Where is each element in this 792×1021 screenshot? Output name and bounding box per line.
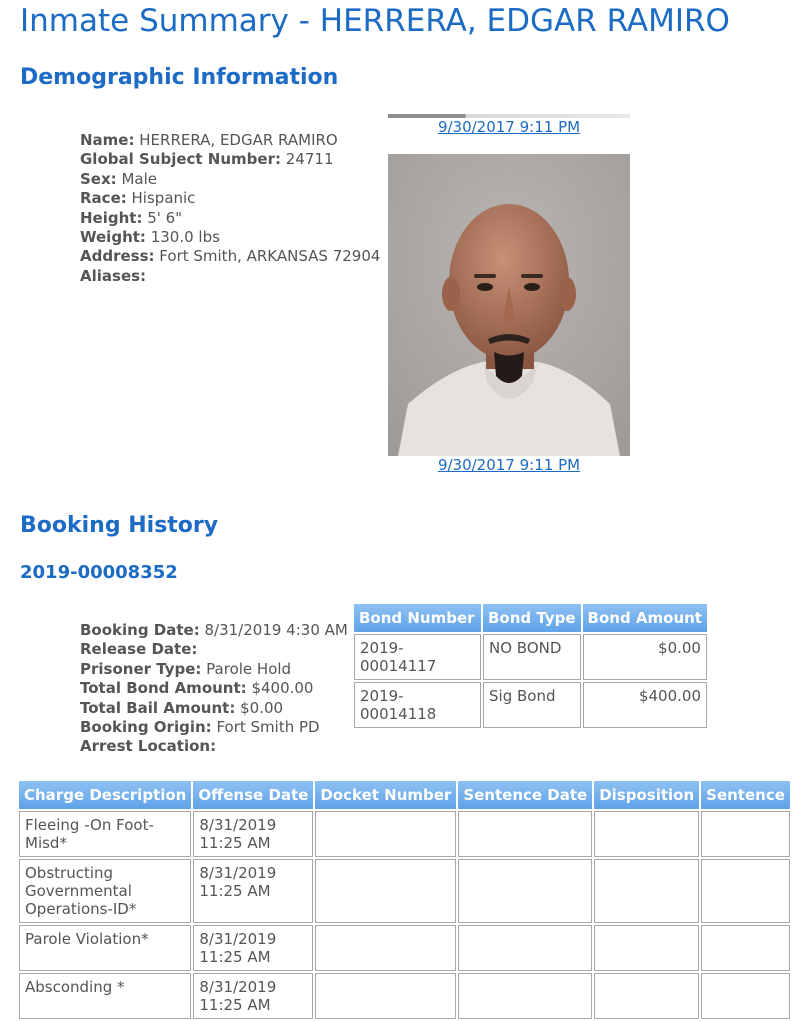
page-title: Inmate Summary - HERRERA, EDGAR RAMIRO xyxy=(20,3,730,39)
total-bond-row: Total Bond Amount: $400.00 xyxy=(80,679,314,698)
bond-type-cell: Sig Bond xyxy=(483,682,581,728)
booking-origin-row: Booking Origin: Fort Smith PD xyxy=(80,718,320,737)
arrest-location-row: Arrest Location: xyxy=(80,737,217,756)
disposition-cell xyxy=(594,811,699,857)
sentence-date-cell xyxy=(458,973,592,1019)
charge-description-header[interactable]: Charge Description xyxy=(19,781,191,809)
sentence-cell xyxy=(701,925,790,971)
total-bail-value: $0.00 xyxy=(240,698,284,717)
sex-row: Sex: Male xyxy=(80,169,157,188)
weight-value: 130.0 lbs xyxy=(150,228,220,247)
prisoner-type-value: Parole Hold xyxy=(206,659,292,678)
booking-origin-value: Fort Smith PD xyxy=(216,718,320,737)
address-row: Address: Fort Smith, ARKANSAS 72904 xyxy=(80,247,381,266)
sentence-cell xyxy=(701,973,790,1019)
total-bond-value: $400.00 xyxy=(251,679,314,698)
table-row xyxy=(354,634,707,680)
docket-number-cell xyxy=(315,859,456,923)
charge-description-cell: Fleeing -On Foot-Misd* xyxy=(19,811,191,857)
table-row xyxy=(19,859,790,923)
demographic-info xyxy=(80,131,380,286)
bond-type-header[interactable]: Bond Type xyxy=(483,604,581,632)
total-bail-row: Total Bail Amount: $0.00 xyxy=(80,698,284,717)
booking-number-link[interactable]: 2019-00008352 xyxy=(20,562,178,583)
offense-date-cell: 8/31/2019 11:25 AM xyxy=(193,973,313,1019)
bond-table xyxy=(352,602,709,730)
table-row xyxy=(19,973,790,1019)
offense-date-cell: 8/31/2019 11:25 AM xyxy=(193,859,313,923)
release-date-row: Release Date: xyxy=(80,640,198,659)
subject-number-row: Global Subject Number: 24711 xyxy=(80,150,334,169)
bond-number-header[interactable]: Bond Number xyxy=(354,604,481,632)
disposition-cell xyxy=(594,973,699,1019)
docket-number-cell xyxy=(315,925,456,971)
disposition-cell xyxy=(594,859,699,923)
bond-table-header xyxy=(354,604,707,632)
docket-number-cell xyxy=(315,973,456,1019)
docket-number-header[interactable]: Docket Number xyxy=(315,781,456,809)
subject-number-value: 24711 xyxy=(285,150,334,169)
height-value: 5' 6" xyxy=(147,208,183,227)
sentence-header[interactable]: Sentence xyxy=(701,781,790,809)
disposition-cell xyxy=(594,925,699,971)
booking-info xyxy=(80,621,348,757)
sentence-date-cell xyxy=(458,811,592,857)
bond-amount-header[interactable]: Bond Amount xyxy=(583,604,707,632)
charge-table-header xyxy=(19,781,790,809)
booking-date-row: Booking Date: 8/31/2019 4:30 AM xyxy=(80,621,348,639)
photo-date-link-top[interactable]: 9/30/2017 9:11 PM xyxy=(437,118,581,136)
charge-description-cell: Parole Violation* xyxy=(19,925,191,971)
race-row: Race: Hispanic xyxy=(80,189,196,208)
booking-history-heading: Booking History xyxy=(20,513,219,538)
aliases-row: Aliases: xyxy=(80,266,147,285)
sentence-cell xyxy=(701,859,790,923)
docket-number-cell xyxy=(315,811,456,857)
offense-date-cell: 8/31/2019 11:25 AM xyxy=(193,811,313,857)
mugshot-photo[interactable] xyxy=(388,154,630,456)
photo-date-link[interactable]: 9/30/2017 9:11 PM xyxy=(437,456,581,474)
height-row: Height: 5' 6" xyxy=(80,208,183,227)
disposition-header[interactable]: Disposition xyxy=(594,781,699,809)
charge-description-cell: Absconding * xyxy=(19,973,191,1019)
bond-number-cell: 2019-00014117 xyxy=(354,634,481,680)
race-value: Hispanic xyxy=(131,189,196,208)
booking-date-value: 8/31/2019 4:30 AM xyxy=(204,621,348,639)
sentence-cell xyxy=(701,811,790,857)
sentence-date-cell xyxy=(458,859,592,923)
charge-table xyxy=(17,779,792,1021)
offense-date-cell: 8/31/2019 11:25 AM xyxy=(193,925,313,971)
sentence-date-cell xyxy=(458,925,592,971)
table-row xyxy=(354,682,707,728)
bond-number-cell: 2019-00014118 xyxy=(354,682,481,728)
table-row xyxy=(19,811,790,857)
bond-amount-cell: $400.00 xyxy=(583,682,707,728)
bond-amount-cell: $0.00 xyxy=(583,634,707,680)
charge-description-cell: Obstructing Governmental Operations-ID* xyxy=(19,859,191,923)
address-value: Fort Smith, ARKANSAS 72904 xyxy=(159,247,381,266)
table-row xyxy=(19,925,790,971)
sex-value: Male xyxy=(121,169,157,188)
bond-type-cell: NO BOND xyxy=(483,634,581,680)
prisoner-type-row: Prisoner Type: Parole Hold xyxy=(80,659,292,678)
name-value: HERRERA, EDGAR RAMIRO xyxy=(139,131,338,149)
name-row: Name: HERRERA, EDGAR RAMIRO xyxy=(80,131,338,149)
offense-date-header[interactable]: Offense Date xyxy=(193,781,313,809)
demographic-heading: Demographic Information xyxy=(20,65,339,90)
weight-row: Weight: 130.0 lbs xyxy=(80,228,220,247)
sentence-date-header[interactable]: Sentence Date xyxy=(458,781,592,809)
